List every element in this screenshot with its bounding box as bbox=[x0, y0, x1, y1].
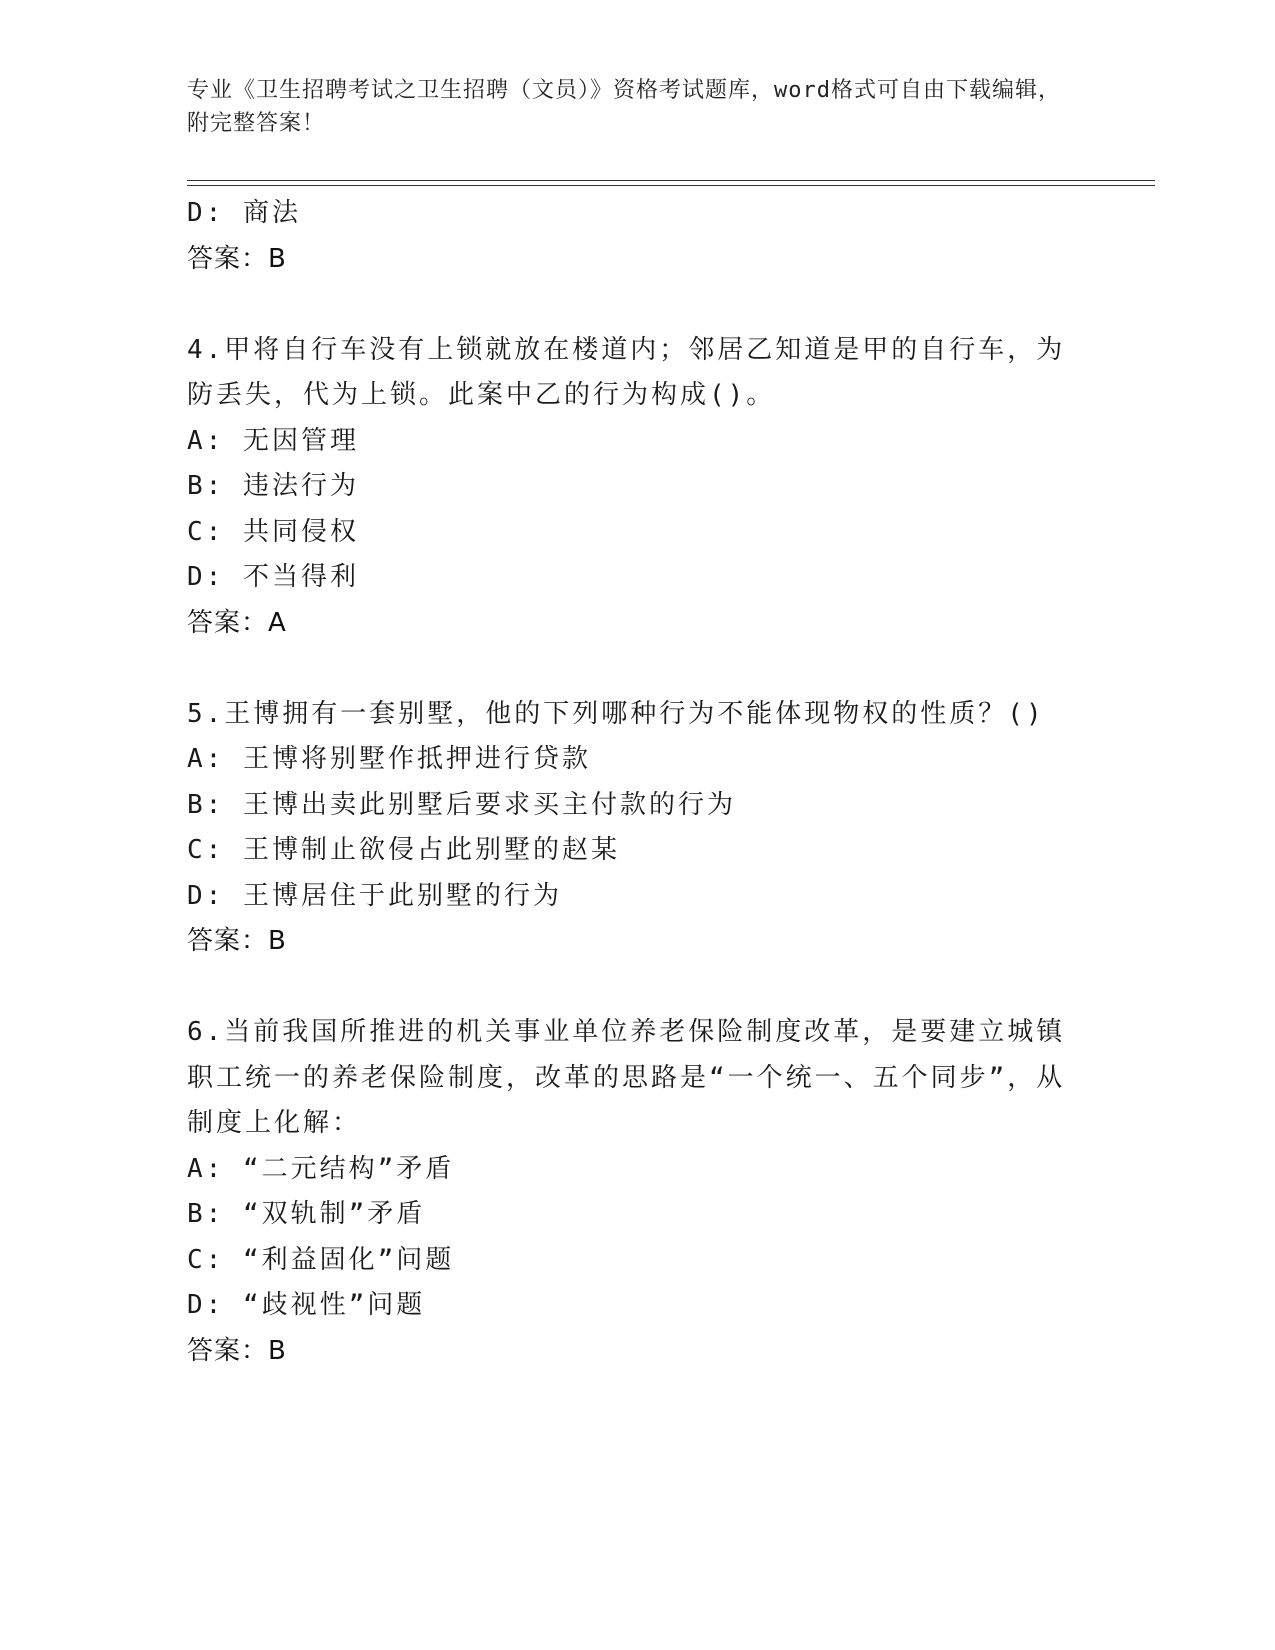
option-b: B: “双轨制”矛盾 bbox=[187, 1199, 426, 1229]
spacer bbox=[187, 282, 1067, 328]
question-5 bbox=[187, 692, 1067, 965]
question-stem: 5.王博拥有一套别墅，他的下列哪种行为不能体现物权的性质？() bbox=[187, 698, 1045, 729]
option-c: C: 王博制止欲侵占此别墅的赵某 bbox=[187, 835, 620, 865]
option-d: D: 商法 bbox=[187, 198, 301, 228]
question-3-tail bbox=[187, 191, 1067, 282]
option-d: D: 不当得利 bbox=[187, 562, 359, 592]
option-a: A: 王博将别墅作抵押进行贷款 bbox=[187, 744, 591, 774]
answer-line: 答案：B bbox=[187, 1335, 287, 1366]
spacer bbox=[187, 965, 1067, 1011]
answer-line: 答案：A bbox=[187, 607, 287, 638]
question-stem: 4.甲将自行车没有上锁就放在楼道内；邻居乙知道是甲的自行车，为防丢失，代为上锁。此案中乙的行为构成()。 bbox=[187, 334, 1066, 410]
answer-line: 答案：B bbox=[187, 926, 287, 956]
option-a: A: 无因管理 bbox=[187, 425, 359, 456]
option-b: B: 王博出卖此别墅后要求买主付款的行为 bbox=[187, 789, 736, 820]
document-header: 专业《卫生招聘考试之卫生招聘（文员）》资格考试题库，word格式可自由下载编辑，附完整答案！ bbox=[187, 78, 1061, 136]
question-4 bbox=[187, 328, 1067, 647]
question-6 bbox=[187, 1010, 1067, 1374]
question-list bbox=[187, 191, 1067, 1374]
header-divider-top bbox=[187, 180, 1155, 181]
spacer bbox=[187, 646, 1067, 692]
question-stem: 6.当前我国所推进的机关事业单位养老保险制度改革，是要建立城镇职工统一的养老保险制度，改革的思路是“一个统一、五个同步”，从制度上化解： bbox=[187, 1017, 1066, 1138]
answer-line: 答案：B bbox=[187, 243, 287, 274]
option-c: C: 共同侵权 bbox=[187, 516, 359, 547]
option-d: D: “歧视性”问题 bbox=[187, 1290, 426, 1320]
option-a: A: “二元结构”矛盾 bbox=[187, 1153, 455, 1184]
option-c: C: “利益固化”问题 bbox=[187, 1244, 455, 1275]
header-divider-bottom bbox=[187, 185, 1155, 186]
option-b: B: 违法行为 bbox=[187, 471, 359, 501]
option-d: D: 王博居住于此别墅的行为 bbox=[187, 880, 562, 911]
